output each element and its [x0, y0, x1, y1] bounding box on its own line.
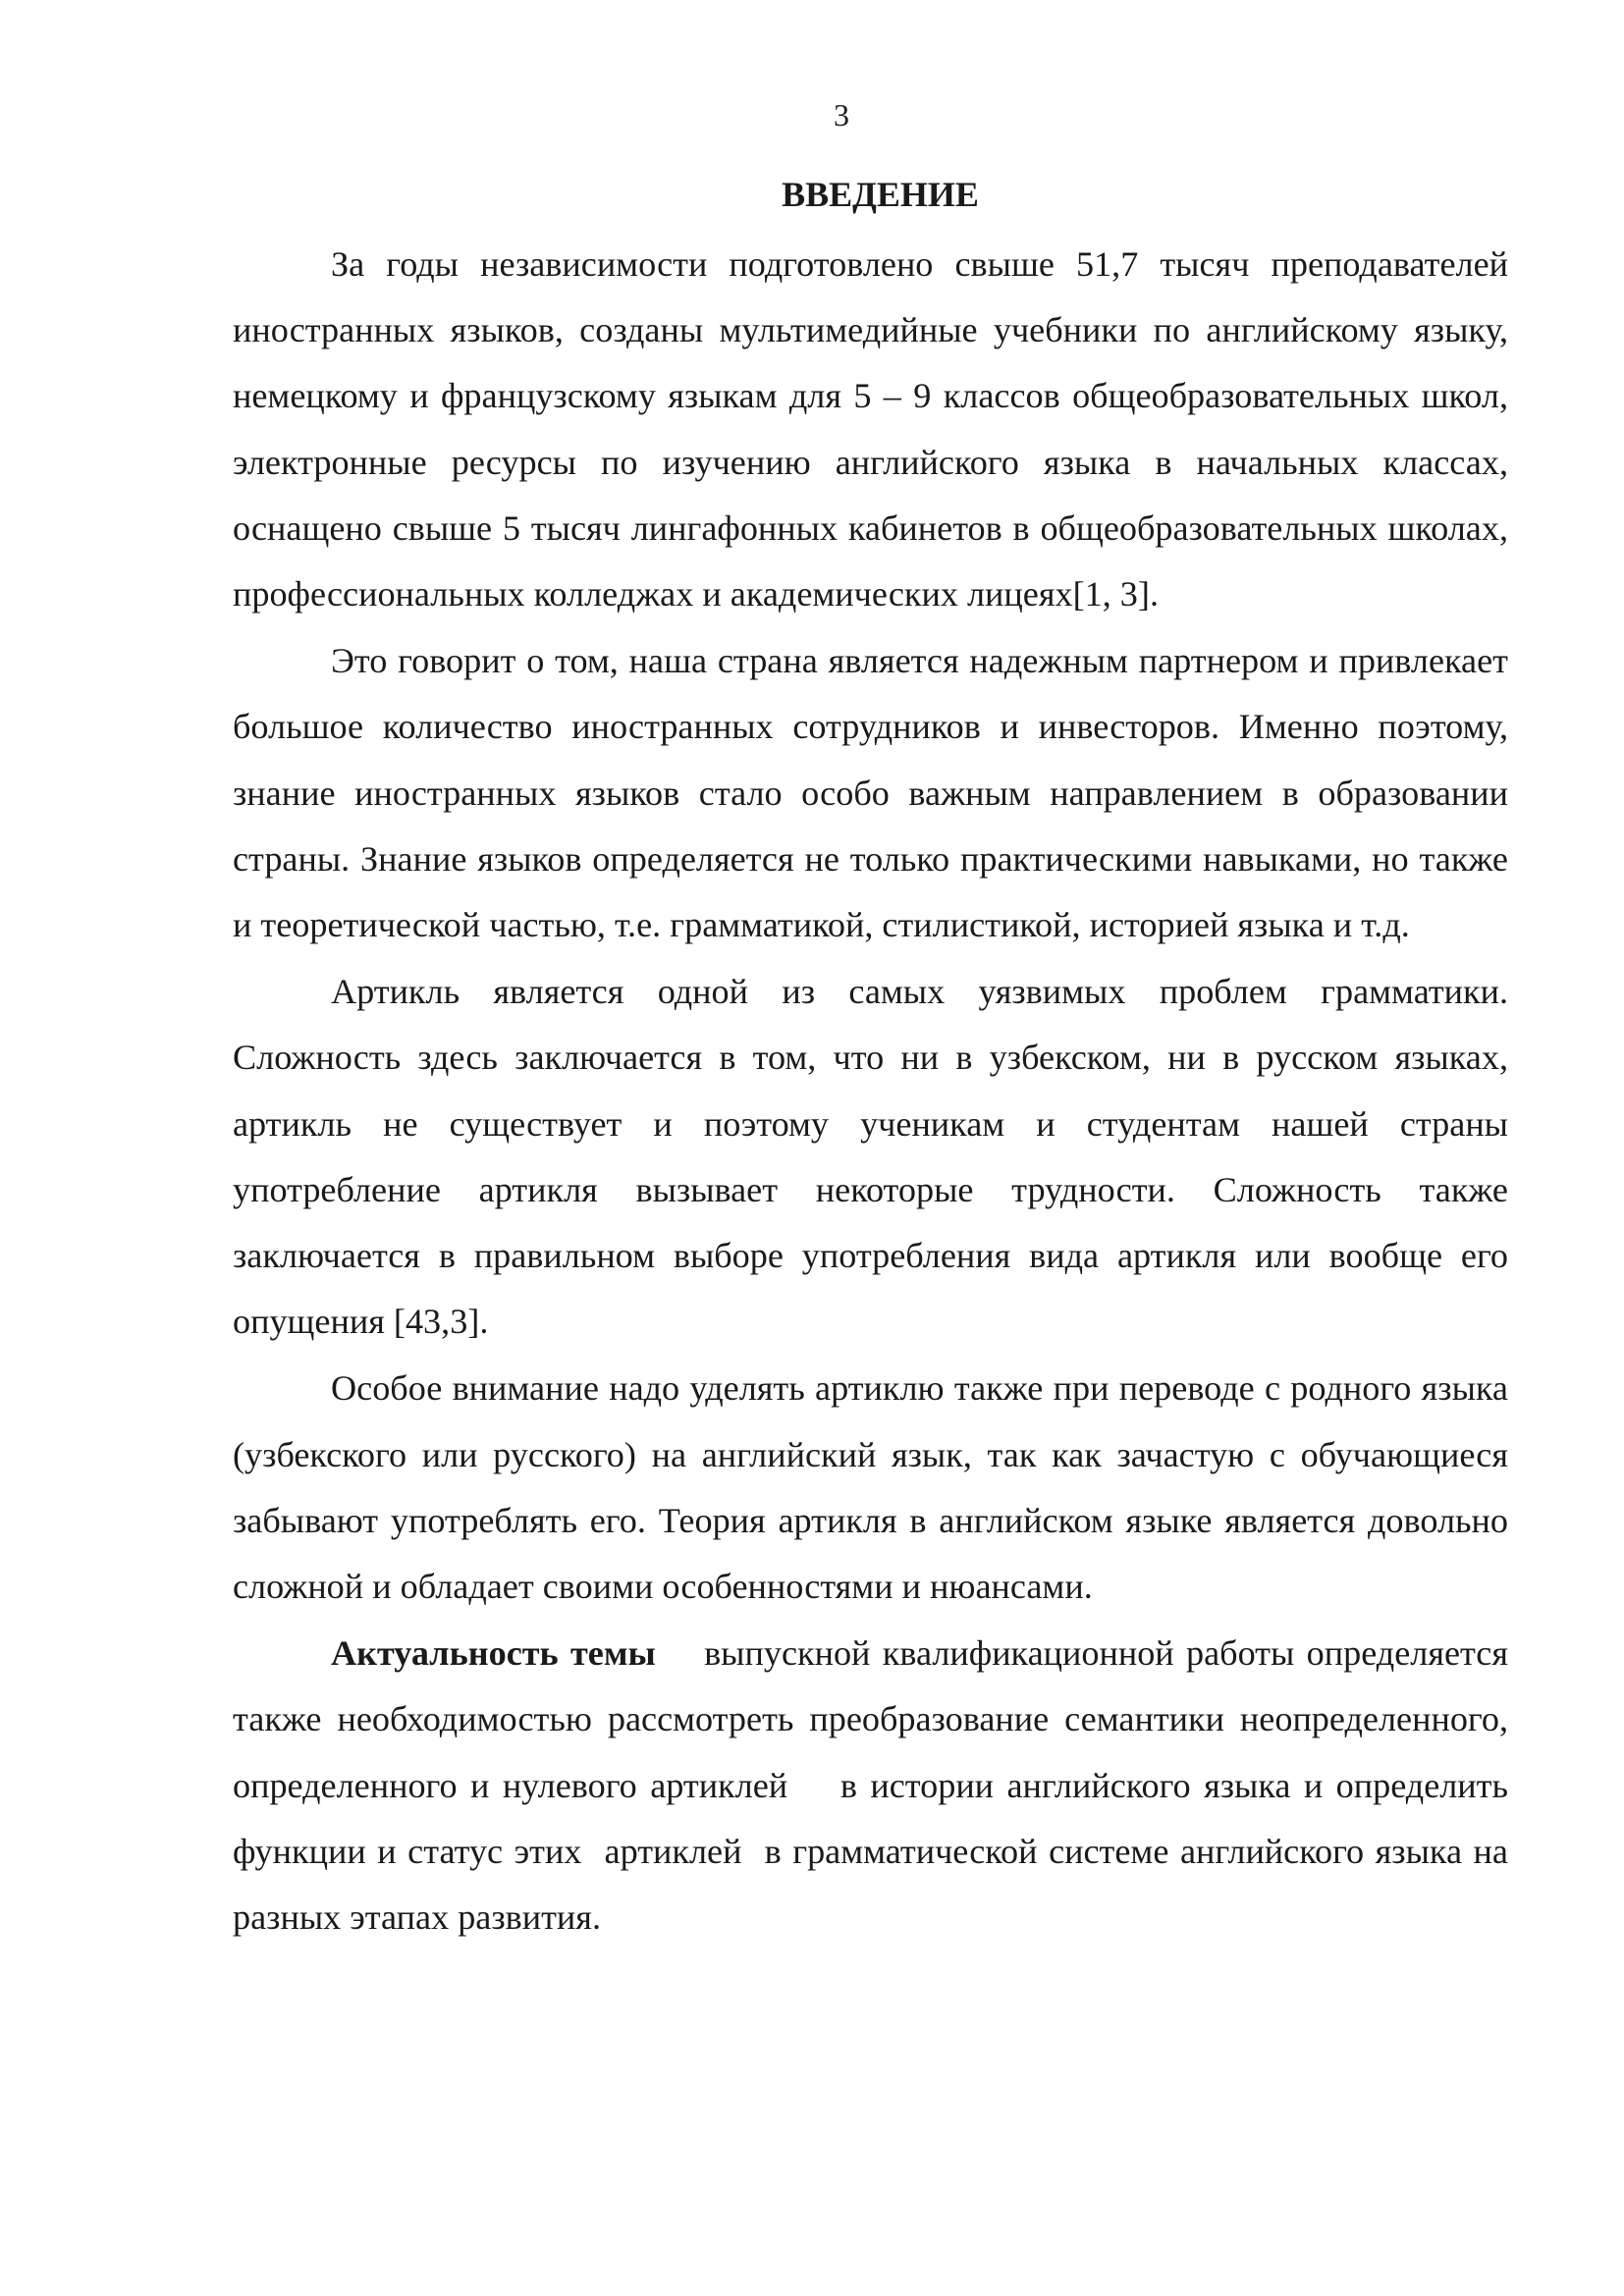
paragraph-1: За годы независимости подготовлено свыше 51,7 тысяч преподавателей иностранных языков, созданы мультимедийные учебники по английскому языку, немецкому и французскому языкам для 5 – 9 классов общеобразовательных школ, электронные ресурсы по изучению английского языка в начальных классах, оснащено свыше 5 тысяч лингафонных кабинетов в общеобразовательных школах, профессиональных колледжах и академических лицеях[1, 3].: [233, 244, 1508, 614]
paragraph-2: Это говорит о том, наша страна является надежным партнером и привлекает большое количество иностранных сотрудников и инвесторов. Именно поэтому, знание иностранных языков стало особо важным направлением в образовании страны. Знание языков определяется не только практическими навыками, но также и теоретической частью, т.е. грамматикой, стилистикой, историей языка и т.д.: [233, 641, 1508, 945]
paragraph-4: Особое внимание надо уделять артиклю также при переводе с родного языка (узбекского или русского) на английский язык, так как зачастую с обучающиеся забывают употреблять его. Теория артикля в английском языке является довольно сложной и обладает своими особенностями и нюансами.: [233, 1368, 1508, 1607]
paragraph-5-text: выпускной квалификационной работы определяется также необходимостью рассмотреть преобразование семантики неопределенного, определенного и нулевого артиклей в истории английского языка и определить функции и статус этих артиклей в грамматической системе английского языка на разных этапах развития.: [233, 1633, 1518, 1938]
document-body: [233, 165, 1518, 1951]
page-number: 3: [834, 97, 849, 133]
section-heading: ВВЕДЕНИЕ: [782, 175, 979, 214]
paragraph-3: Артикль является одной из самых уязвимых проблем грамматики. Сложность здесь заключается в том, что ни в узбекском, ни в русском языках, артикль не существует и поэтому ученикам и студентам нашей страны употребление артикля вызывает некоторые трудности. Сложность также заключается в правильном выборе употребления вида артикля или вообще его опущения [43,3].: [233, 972, 1508, 1342]
relevance-label: Актуальность темы: [331, 1633, 656, 1674]
paragraph-5: [233, 1621, 1518, 1950]
